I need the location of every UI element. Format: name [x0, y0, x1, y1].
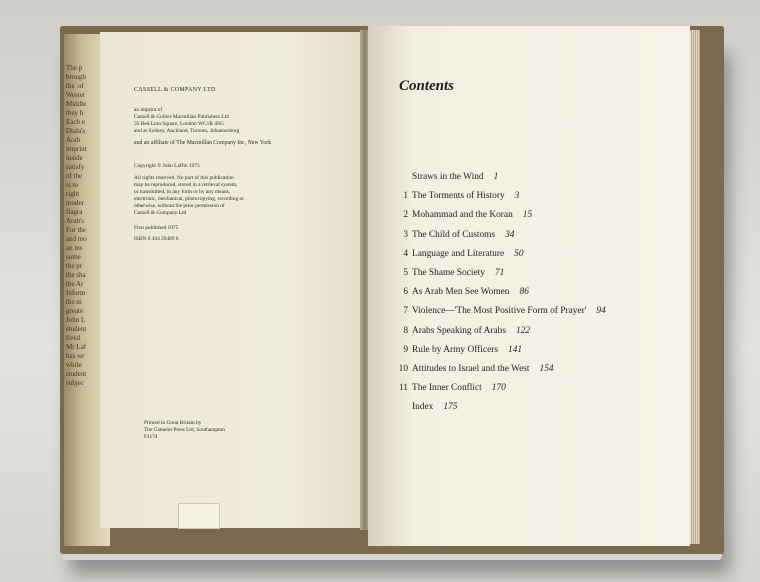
toc-entry-title: The Torments of History 3 — [412, 191, 520, 202]
toc-entry-number: 3 — [403, 229, 408, 240]
printer-line: Printed in Great Britain by — [144, 420, 202, 426]
imprint-line: Cassell & Collier Macmillan Publishers Ltd — [134, 114, 229, 120]
first-published-line: First published 1975 — [134, 225, 179, 231]
paper-tag — [178, 503, 220, 529]
toc-entry-number: 6 — [403, 287, 408, 298]
toc-entry-title: The Child of Customs 34 — [412, 229, 515, 240]
toc-entry-page: 71 — [494, 268, 505, 278]
rights-line: All rights reserved. No part of this publication — [134, 175, 234, 181]
imprint-block — [134, 107, 239, 135]
isbn-line: ISBN 0 304 29489 6 — [134, 236, 179, 242]
rights-line: may be reproduced, stored in a retrieval system, — [134, 182, 238, 188]
toc-entry-number: 1 — [403, 191, 408, 202]
toc-entry-page: 34 — [505, 229, 515, 240]
toc-entry-title: Rule by Army Officers 141 — [412, 344, 523, 355]
toc-entry-page: 50 — [514, 248, 524, 259]
toc-entry-page: 86 — [519, 287, 529, 298]
imprint-line: and at Sydney, Auckland, Toronto, Johannesburg — [134, 128, 240, 134]
toc-entry-number: 5 — [403, 268, 408, 278]
rights-line: otherwise, without the prior permission of — [134, 203, 225, 209]
imprint-line: an imprint of — [134, 107, 163, 113]
toc-entry-number: 10 — [398, 364, 408, 374]
toc-entry-number: 2 — [403, 210, 408, 221]
toc-entry-page: 141 — [508, 344, 523, 355]
toc-entry-page: 3 — [514, 191, 520, 202]
toc-entry-number: 11 — [398, 383, 408, 394]
toc-entry-title: The Shame Society 71 — [412, 268, 505, 278]
rights-block — [134, 175, 244, 217]
toc-entry-title: As Arab Men See Women 86 — [412, 287, 529, 298]
imprint-line: 35 Red Lion Square, London WC1R 4SG — [134, 121, 224, 127]
rights-line: electronic, mechanical, photocopying, recording or — [134, 196, 245, 202]
rights-line: or transmitted, in any form or by any means, — [134, 189, 231, 195]
printer-block — [144, 420, 225, 441]
right-page-contents — [368, 26, 690, 546]
toc-entry-title: Violence—'The Most Positive Form of Prayer' 94 — [412, 306, 606, 317]
toc-entry-title: Mohammad and the Koran 15 — [412, 210, 533, 221]
toc-entry-number: 9 — [403, 344, 408, 355]
toc-entry-page: 170 — [491, 383, 506, 394]
publisher-name: CASSELL & COMPANY LTD — [134, 87, 216, 93]
toc-entry-title: Language and Literature 50 — [412, 248, 524, 259]
toc-entry-number: 4 — [403, 248, 408, 259]
printer-line: F1174 — [144, 434, 158, 440]
toc-entry-page: 154 — [539, 364, 554, 374]
page-edges — [690, 30, 700, 544]
toc-entry-page: 15 — [522, 210, 533, 221]
printer-line: The Camelot Press Ltd, Southampton — [144, 427, 226, 433]
toc-entry-page: 175 — [443, 402, 458, 413]
toc-entry-page: 1 — [493, 172, 499, 182]
toc-entry-title: Attitudes to Israel and the West 154 — [412, 364, 554, 374]
toc-entry-title: The Inner Conflict 170 — [412, 383, 506, 394]
rights-line: Cassell & Company Ltd — [134, 210, 187, 216]
jacket-flap-text: The p brough the of Wester Middle they h Each e Diala's Arab imprint inside satisfy of the is to right moder flagra Arab's For the and mo an ins some the pr the sha the Ar Inform the m greate John L student lived Mr Laf has wr while student subjec — [66, 64, 87, 387]
toc-entry-page: 122 — [516, 325, 531, 336]
toc-entry-number: 7 — [403, 306, 408, 317]
affiliate-line: and an affiliate of The Macmillan Company Inc, New York — [134, 140, 272, 146]
toc-entry-number: 8 — [403, 325, 408, 336]
toc-entry-title: Arabs Speaking of Arabs 122 — [412, 325, 531, 336]
toc-entry-title: Index 175 — [412, 402, 458, 413]
copyright-line: Copyright © John Laffin 1975 — [134, 163, 200, 169]
toc-entry-title: Straws in the Wind 1 — [412, 172, 499, 182]
contents-heading: Contents — [399, 78, 455, 94]
toc-entry-page: 94 — [596, 306, 606, 317]
